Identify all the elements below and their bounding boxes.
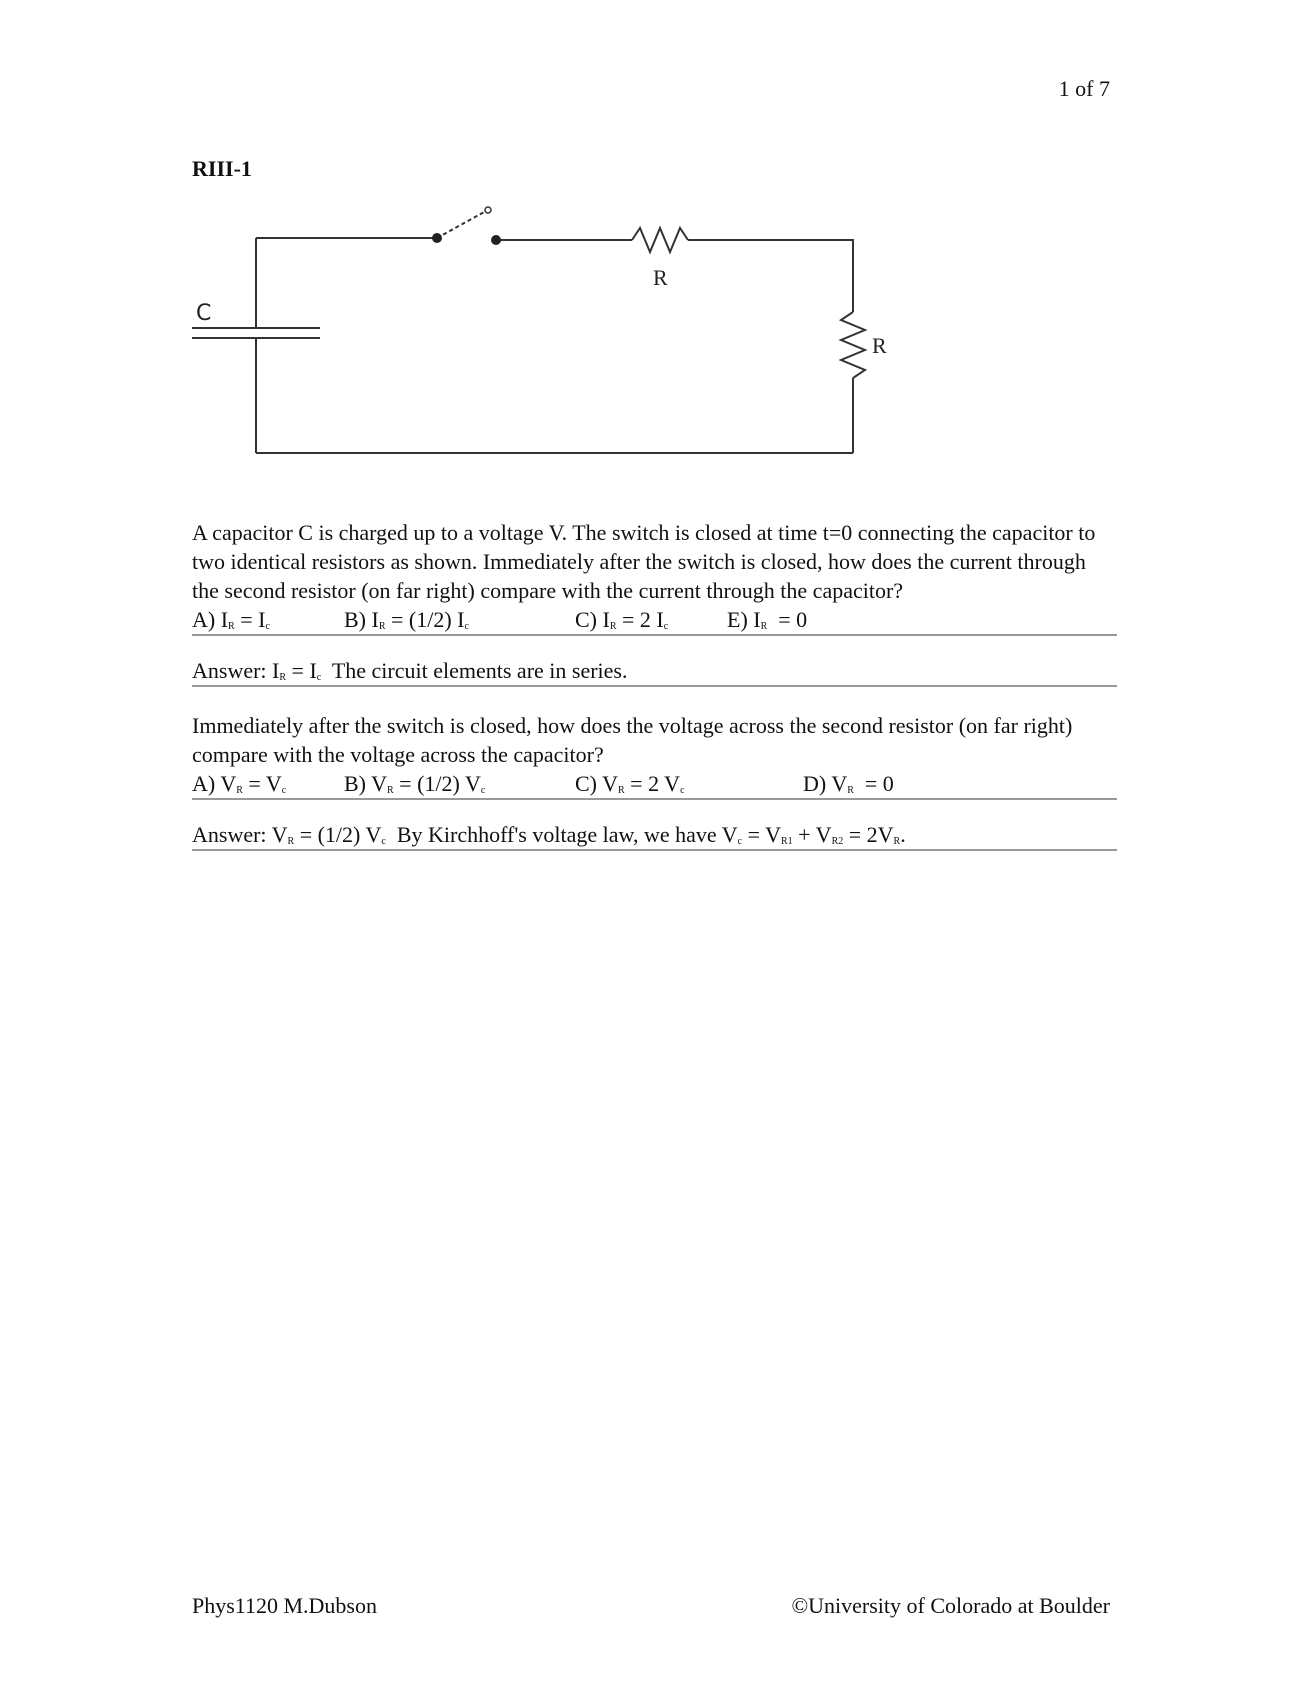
footer-course: Phys1120 M.Dubson	[192, 1593, 377, 1618]
answer-2: Answer: $V_R = (1/2)$ $V_c$ By Kirchhoff's voltage law, we have $V_c = V_{R1} + V_{R2} = 2V_R$.	[192, 800, 1117, 851]
wire-top-right	[688, 240, 853, 312]
resistor-top	[632, 228, 688, 252]
answer-1: Answer: $I_R = I_c$ The circuit elements are in series.	[192, 636, 1117, 687]
choice-1a: A) $I_R = I_c$	[192, 607, 270, 632]
problem-id: RIII-1	[192, 156, 252, 181]
page-number: 1 of 7	[1058, 76, 1110, 101]
question-2-text: Immediately after the switch is closed, how does the voltage across the second resistor (on far right) compare with the voltage across the capacitor?	[192, 713, 1073, 767]
question-1-choices	[192, 605, 1117, 636]
resistor-right	[841, 312, 865, 378]
choice-2c: C) $V_R = 2$ $V_c$	[575, 771, 685, 796]
problem-content	[192, 518, 1117, 851]
question-1-text: A capacitor C is charged up to a voltage V. The switch is closed at time t=0 connecting the capacitor to two identical resistors as shown. Immediately after the switch is closed, how does the current through the second resistor (on far right) compare with the current through the capacitor?	[192, 520, 1096, 603]
capacitor-label: C	[196, 301, 212, 326]
choice-1e: E) $I_R = 0$	[727, 607, 808, 632]
switch-pivot	[432, 233, 442, 243]
switch-contact	[491, 235, 501, 245]
circuit-diagram	[180, 195, 900, 495]
choice-2a: A) $V_R = V_c$	[192, 771, 287, 796]
resistor-right-label: R	[872, 333, 887, 358]
resistor-top-label: R	[653, 265, 668, 290]
switch-open-terminal	[485, 207, 491, 213]
footer-copyright: ©University of Colorado at Boulder	[791, 1593, 1110, 1618]
choice-1c: C) $I_R = 2$ $I_c$	[575, 607, 669, 632]
choice-1b: B) $I_R = (1/2)$ $I_c$	[344, 607, 469, 632]
choice-2b: B) $V_R = (1/2)$ $V_c$	[344, 771, 486, 796]
switch-arm	[437, 211, 486, 238]
question-2-choices	[192, 769, 1117, 800]
choice-2d: D) $V_R = 0$	[803, 771, 894, 796]
